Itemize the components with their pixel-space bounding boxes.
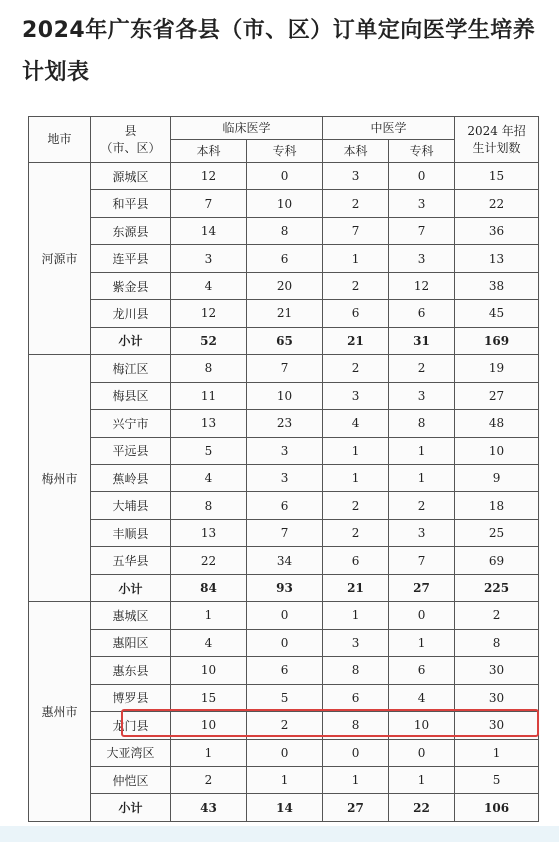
value-cell: 1 <box>389 629 455 656</box>
value-cell: 30 <box>455 712 539 739</box>
header-county <box>91 117 171 163</box>
value-cell: 0 <box>247 629 323 656</box>
value-cell: 4 <box>171 629 247 656</box>
value-cell: 3 <box>171 245 247 272</box>
value-cell: 2 <box>323 190 389 217</box>
value-cell: 15 <box>171 684 247 711</box>
value-cell: 7 <box>389 547 455 574</box>
subtotal-value: 169 <box>455 327 539 354</box>
city-cell: 惠州市 <box>29 602 91 822</box>
value-cell: 13 <box>171 410 247 437</box>
value-cell: 1 <box>247 766 323 793</box>
county-cell: 梅县区 <box>91 382 171 409</box>
bottom-band <box>0 826 559 842</box>
value-cell: 38 <box>455 272 539 299</box>
value-cell: 6 <box>247 245 323 272</box>
value-cell: 15 <box>455 163 539 190</box>
header-plan-line1: 2024 年招 <box>467 123 526 138</box>
table-row <box>29 217 539 244</box>
value-cell: 21 <box>247 300 323 327</box>
enrollment-plan-table <box>28 116 539 822</box>
value-cell: 2 <box>323 492 389 519</box>
subtotal-label: 小计 <box>91 574 171 601</box>
value-cell: 1 <box>323 766 389 793</box>
value-cell: 8 <box>389 410 455 437</box>
value-cell: 1 <box>389 766 455 793</box>
subtotal-value: 84 <box>171 574 247 601</box>
value-cell: 30 <box>455 657 539 684</box>
page-title: 2024年广东省各县（市、区）订单定向医学生培养计划表 <box>22 18 536 85</box>
county-cell: 源城区 <box>91 163 171 190</box>
table-row <box>29 657 539 684</box>
value-cell: 0 <box>389 602 455 629</box>
value-cell: 13 <box>455 245 539 272</box>
value-cell: 8 <box>171 355 247 382</box>
value-cell: 3 <box>323 629 389 656</box>
value-cell: 6 <box>389 300 455 327</box>
table-row <box>29 163 539 190</box>
county-cell: 和平县 <box>91 190 171 217</box>
county-cell: 龙川县 <box>91 300 171 327</box>
value-cell: 22 <box>171 547 247 574</box>
value-cell: 1 <box>389 437 455 464</box>
header-clinical: 临床医学 <box>171 117 323 140</box>
table-row <box>29 355 539 382</box>
table-row <box>29 245 539 272</box>
value-cell: 5 <box>247 684 323 711</box>
value-cell: 3 <box>323 382 389 409</box>
value-cell: 4 <box>389 684 455 711</box>
county-cell: 蕉岭县 <box>91 464 171 491</box>
value-cell: 7 <box>323 217 389 244</box>
county-cell: 紫金县 <box>91 272 171 299</box>
value-cell: 7 <box>389 217 455 244</box>
county-cell: 兴宁市 <box>91 410 171 437</box>
value-cell: 0 <box>323 739 389 766</box>
county-cell: 仲恺区 <box>91 766 171 793</box>
value-cell: 4 <box>323 410 389 437</box>
value-cell: 6 <box>323 684 389 711</box>
value-cell: 3 <box>389 190 455 217</box>
value-cell: 10 <box>171 712 247 739</box>
subtotal-value: 43 <box>171 794 247 822</box>
table-row <box>29 766 539 793</box>
header-tcm: 中医学 <box>323 117 455 140</box>
table-row <box>29 712 539 739</box>
value-cell: 48 <box>455 410 539 437</box>
county-cell: 龙门县 <box>91 712 171 739</box>
county-cell: 丰顺县 <box>91 519 171 546</box>
header-county-label: 县 <box>124 123 137 138</box>
county-cell: 梅江区 <box>91 355 171 382</box>
header-county-sub: （市、区） <box>100 140 161 155</box>
county-cell: 惠阳区 <box>91 629 171 656</box>
subtotal-label: 小计 <box>91 327 171 354</box>
value-cell: 8 <box>455 629 539 656</box>
table-row <box>29 684 539 711</box>
value-cell: 13 <box>171 519 247 546</box>
subtotal-value: 93 <box>247 574 323 601</box>
subtotal-row <box>29 794 539 822</box>
value-cell: 2 <box>389 355 455 382</box>
value-cell: 4 <box>171 272 247 299</box>
table-row <box>29 410 539 437</box>
value-cell: 10 <box>247 382 323 409</box>
subtotal-value: 52 <box>171 327 247 354</box>
subtotal-row <box>29 327 539 354</box>
county-cell: 大埔县 <box>91 492 171 519</box>
value-cell: 10 <box>455 437 539 464</box>
value-cell: 1 <box>323 464 389 491</box>
value-cell: 1 <box>171 602 247 629</box>
value-cell: 69 <box>455 547 539 574</box>
city-cell: 河源市 <box>29 163 91 355</box>
subtotal-value: 65 <box>247 327 323 354</box>
value-cell: 3 <box>389 382 455 409</box>
value-cell: 25 <box>455 519 539 546</box>
value-cell: 1 <box>389 464 455 491</box>
table-row <box>29 190 539 217</box>
value-cell: 3 <box>247 437 323 464</box>
value-cell: 6 <box>389 657 455 684</box>
value-cell: 27 <box>455 382 539 409</box>
value-cell: 1 <box>455 739 539 766</box>
subtotal-value: 21 <box>323 327 389 354</box>
county-cell: 五华县 <box>91 547 171 574</box>
county-cell: 惠城区 <box>91 602 171 629</box>
value-cell: 6 <box>247 657 323 684</box>
county-cell: 大亚湾区 <box>91 739 171 766</box>
table-row <box>29 602 539 629</box>
subtotal-label: 小计 <box>91 794 171 822</box>
header-clinical-undergrad: 本科 <box>171 140 247 163</box>
county-cell: 博罗县 <box>91 684 171 711</box>
value-cell: 10 <box>171 657 247 684</box>
table-row <box>29 492 539 519</box>
subtotal-value: 14 <box>247 794 323 822</box>
value-cell: 3 <box>323 163 389 190</box>
table-row <box>29 519 539 546</box>
table-row <box>29 300 539 327</box>
table-row <box>29 739 539 766</box>
county-cell: 东源县 <box>91 217 171 244</box>
value-cell: 2 <box>323 355 389 382</box>
header-row-1 <box>29 117 539 140</box>
value-cell: 1 <box>323 245 389 272</box>
value-cell: 3 <box>389 245 455 272</box>
value-cell: 2 <box>171 766 247 793</box>
header-tcm-college: 专科 <box>389 140 455 163</box>
value-cell: 2 <box>247 712 323 739</box>
value-cell: 0 <box>247 739 323 766</box>
value-cell: 3 <box>247 464 323 491</box>
value-cell: 0 <box>389 163 455 190</box>
subtotal-value: 27 <box>323 794 389 822</box>
county-cell: 连平县 <box>91 245 171 272</box>
table-body <box>29 163 539 822</box>
value-cell: 7 <box>247 519 323 546</box>
value-cell: 18 <box>455 492 539 519</box>
value-cell: 34 <box>247 547 323 574</box>
value-cell: 9 <box>455 464 539 491</box>
value-cell: 7 <box>247 355 323 382</box>
value-cell: 36 <box>455 217 539 244</box>
value-cell: 23 <box>247 410 323 437</box>
value-cell: 8 <box>323 657 389 684</box>
value-cell: 12 <box>389 272 455 299</box>
value-cell: 2 <box>389 492 455 519</box>
value-cell: 10 <box>389 712 455 739</box>
value-cell: 10 <box>247 190 323 217</box>
value-cell: 6 <box>247 492 323 519</box>
value-cell: 7 <box>171 190 247 217</box>
header-plan-line2: 生计划数 <box>472 140 521 155</box>
value-cell: 2 <box>323 272 389 299</box>
table-row <box>29 547 539 574</box>
value-cell: 1 <box>171 739 247 766</box>
value-cell: 12 <box>171 163 247 190</box>
value-cell: 0 <box>389 739 455 766</box>
subtotal-value: 106 <box>455 794 539 822</box>
value-cell: 4 <box>171 464 247 491</box>
header-city: 地市 <box>29 117 91 163</box>
table-row <box>29 464 539 491</box>
city-cell: 梅州市 <box>29 355 91 602</box>
subtotal-value: 31 <box>389 327 455 354</box>
value-cell: 1 <box>323 602 389 629</box>
subtotal-value: 27 <box>389 574 455 601</box>
table-row <box>29 272 539 299</box>
header-clinical-college: 专科 <box>247 140 323 163</box>
value-cell: 8 <box>171 492 247 519</box>
value-cell: 6 <box>323 300 389 327</box>
value-cell: 3 <box>389 519 455 546</box>
value-cell: 11 <box>171 382 247 409</box>
value-cell: 5 <box>171 437 247 464</box>
table-row <box>29 629 539 656</box>
subtotal-value: 21 <box>323 574 389 601</box>
value-cell: 20 <box>247 272 323 299</box>
value-cell: 0 <box>247 602 323 629</box>
value-cell: 8 <box>323 712 389 739</box>
value-cell: 6 <box>323 547 389 574</box>
value-cell: 45 <box>455 300 539 327</box>
value-cell: 19 <box>455 355 539 382</box>
value-cell: 12 <box>171 300 247 327</box>
subtotal-row <box>29 574 539 601</box>
value-cell: 5 <box>455 766 539 793</box>
value-cell: 1 <box>323 437 389 464</box>
value-cell: 2 <box>323 519 389 546</box>
value-cell: 30 <box>455 684 539 711</box>
document-scan <box>28 116 540 822</box>
value-cell: 14 <box>171 217 247 244</box>
header-tcm-undergrad: 本科 <box>323 140 389 163</box>
value-cell: 0 <box>247 163 323 190</box>
subtotal-value: 22 <box>389 794 455 822</box>
value-cell: 2 <box>455 602 539 629</box>
county-cell: 惠东县 <box>91 657 171 684</box>
subtotal-value: 225 <box>455 574 539 601</box>
table-row <box>29 382 539 409</box>
table-row <box>29 437 539 464</box>
header-plan <box>455 117 539 163</box>
county-cell: 平远县 <box>91 437 171 464</box>
value-cell: 8 <box>247 217 323 244</box>
value-cell: 22 <box>455 190 539 217</box>
